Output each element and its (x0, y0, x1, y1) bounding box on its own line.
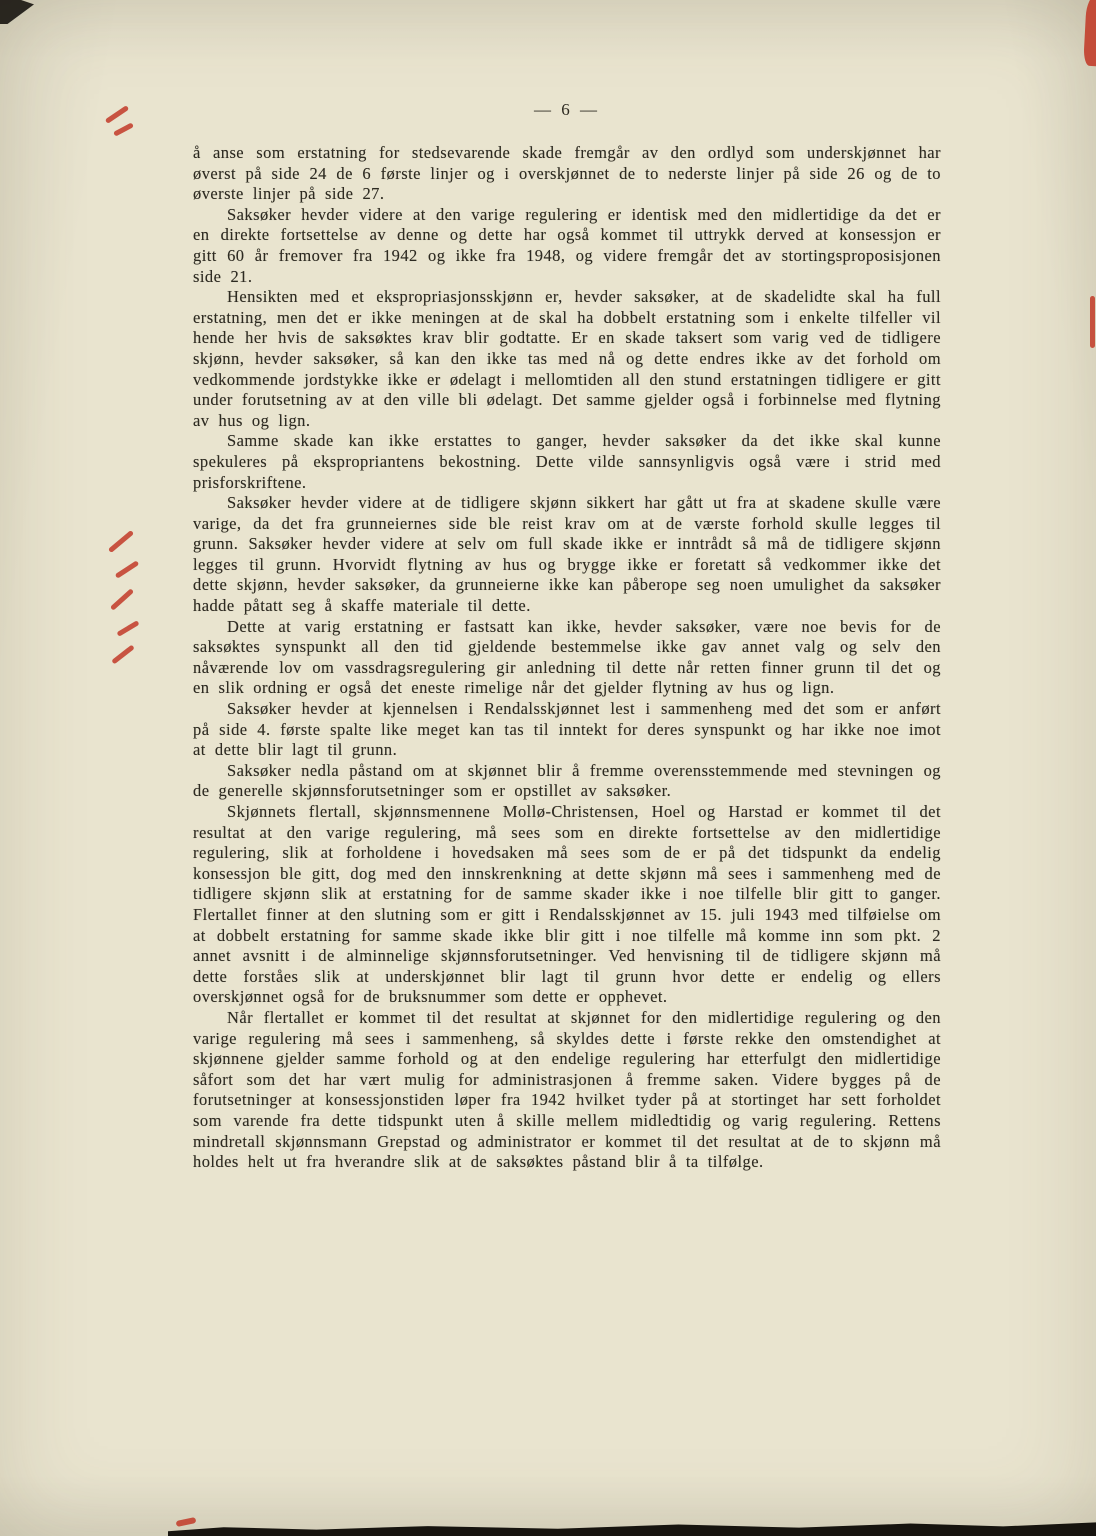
red-ink-stroke (108, 530, 134, 553)
paragraph: Saksøker hevder videre at den varige regulering er identisk med den midlertidige da det er en direkte fortsettelse av denne og dette har også kommet til uttrykk derved at konsessjon er gitt 60 år fremover fra 1942 og ikke fra 1948, og videre fremgår det av stortingsproposisjonen side 21. (193, 204, 941, 286)
paragraph: Hensikten med et ekspropriasjonsskjønn er, hevder saksøker, at de skadelidte skal ha full erstatning, men det er ikke meningen at de skal ha dobbelt erstatning som i enkelte tilfeller vil hende her hvis de saksøktes krav blir godtatte. Er en skade taksert som varig ved de tidligere skjønn, hevder saksøker, så kan den ikke tas med nå og dette endres ikke av det forhold om vedkommende jordstykke ikke er ødelagt i mellomtiden all den stund erstatningen tidligere er gitt under forutsetning av at den ville bli ødelagt. Det samme gjelder også i forbinnelse med flytning av hus og lign. (193, 287, 941, 430)
red-ink-mark (176, 1517, 197, 1527)
page-number: — 6 — (534, 100, 600, 119)
red-ink-streak (1083, 0, 1096, 66)
paragraph: Samme skade kan ikke erstattes to ganger, hevder saksøker da det ikke skal kunne spekuleres på ekspropriantens bekostning. Dette vilde sannsynligvis også være i strid med prisforskriftene. (193, 431, 941, 492)
scan-shadow-bar (168, 1520, 1096, 1536)
paragraph: Når flertallet er kommet til det resultat at skjønnet for den midlertidige regulering og den varige regulering må sees i sammenheng, så skyldes dette i første rekke den omstendighet at skjønnene gjelder samme forhold og at den endelige regulering har etterfulgt den midlertidige såfort som det har vært mulig for administrasjonen å fremme saken. Videre bygges på de forutsetninger at konsessjonstiden løper fra 1942 hvilket tyder på at stortinget har sett forholdet som varende fra dette tidspunkt uten å skille mellem midledtidig og varig regulering. Rettens mindretall skjønnsmann Grepstad og administrator er kommet til det resultat at de to skjønn må holdes helt ut fra hverandre slik at de saksøktes påstand blir å ta tilfølge. (193, 1007, 941, 1172)
red-ink-stroke (115, 560, 140, 578)
red-ink-line (1090, 296, 1095, 348)
red-ink-stroke (111, 645, 135, 665)
red-ink-stroke (116, 620, 139, 637)
paragraph: Dette at varig erstatning er fastsatt kan ikke, hevder saksøker, være noe bevis for de saksøktes synspunkt all den tid gjeldende bestemmelse ikke gav annet valg og selv den nåværende lov om vassdragsregulering gir anledning til dette når retten finner grunn til det og en slik ordning er også det eneste rimelige når det gjelder flytning av hus og lign. (193, 616, 941, 698)
document-body (193, 143, 941, 1173)
red-ink-stroke (113, 122, 134, 136)
paragraph: Saksøker nedla påstand om at skjønnet blir å fremme overensstemmende med stevningen og de generelle skjønnsforutsetninger som er opstillet av saksøker. (193, 760, 941, 801)
red-ink-stroke (105, 105, 129, 124)
paragraph: Skjønnets flertall, skjønnsmennene Mollø-Christensen, Hoel og Harstad er kommet til det resultat at den varige regulering, må sees som en direkte fortsettelse av den midlertidige regulering, slik at forholdene i hovedsaken må sees som de er på det tidspunkt da endelig konsessjon ble gitt, dog med den innskrenkning at dette skjønn må sees i sammenheng med de tidligere skjønn slik at erstatning for de samme skader ikke i noe tilfelle blir gitt to ganger. Flertallet finner at den slutning som er gitt i Rendalsskjønnet av 15. juli 1943 med tilføielse om at dobbelt erstatning for samme skade ikke blir gitt i noe tilfelle må komme inn som pkt. 2 annet avsnitt i de alminnelige skjønnsforutsetninger. Ved henvisning til de tidligere skjønn må dette forståes slik at underskjønnet blir lagt til grunn hvor dette er endelig og ellers overskjønnet også for de bruksnummer som dette er opphevet. (193, 802, 941, 1007)
paragraph: å anse som erstatning for stedsevarende skade fremgår av den ordlyd som underskjønnet har øverst på side 24 de 6 første linjer og i overskjønnet de to nederste linjer på side 26 og de to øverste linjer på side 27. (193, 143, 941, 204)
paragraph: Saksøker hevder videre at de tidligere skjønn sikkert har gått ut fra at skadene skulle være varige, da det fra grunneiernes side ble reist krav om at de værste forhold skulle legges til grunn. Saksøker hevder videre at selv om full skade ikke er inntrådt så må de tidligere skjønn legges til grunn. Hvorvidt flytning av hus og brygge ikke er foretatt så vedkommer ikke det dette skjønn, hevder saksøker, da grunneierne ikke kan påberope seg noen umulighet da saksøker hadde påtatt seg å skaffe materiale til dette. (193, 493, 941, 616)
paragraph: Saksøker hevder at kjennelsen i Rendalsskjønnet lest i sammenheng med det som er anført på side 4. første spalte like meget kan tas til inntekt for deres synspunkt og har ikke noe imot at dette blir lagt til grunn. (193, 699, 941, 760)
scan-corner-mark (0, 0, 34, 24)
red-ink-stroke (110, 588, 134, 610)
